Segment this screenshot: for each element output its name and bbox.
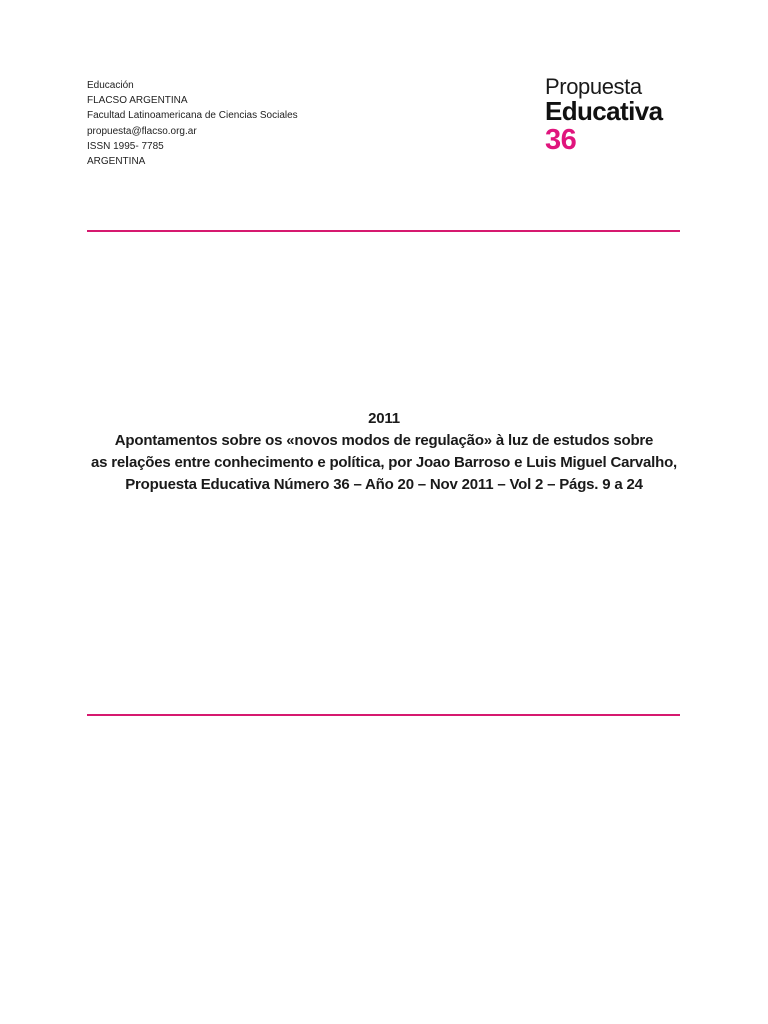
logo-issue-number: 36 bbox=[545, 124, 577, 156]
publisher-email: propuesta@flacso.org.ar bbox=[87, 125, 197, 137]
publisher-org: FLACSO ARGENTINA bbox=[87, 95, 188, 107]
journal-logo bbox=[545, 76, 695, 155]
logo-word-educativa: Educativa bbox=[545, 96, 663, 126]
publisher-country: ARGENTINA bbox=[87, 156, 146, 168]
publisher-issn: ISSN 1995- 7785 bbox=[87, 140, 164, 152]
bottom-divider bbox=[87, 714, 680, 716]
publisher-info bbox=[87, 78, 298, 169]
logo-word-propuesta: Propuesta bbox=[545, 74, 642, 99]
publisher-faculty: Facultad Latinoamericana de Ciencias Sociales bbox=[87, 110, 298, 122]
citation-block bbox=[0, 408, 768, 496]
publisher-section: Educación bbox=[87, 80, 134, 91]
citation-year: 2011 bbox=[368, 410, 400, 427]
citation-line-1: Apontamentos sobre os «novos modos de regulação» à luz de estudos sobre bbox=[114, 432, 654, 449]
citation-line-3: Propuesta Educativa Número 36 – Año 20 – Nov 2011 – Vol 2 – Págs. 9 a 24 bbox=[125, 476, 643, 493]
top-divider bbox=[87, 230, 680, 232]
citation-line-2: as relações entre conhecimento e política, por Joao Barroso e Luis Miguel Carvalho, bbox=[90, 454, 678, 471]
